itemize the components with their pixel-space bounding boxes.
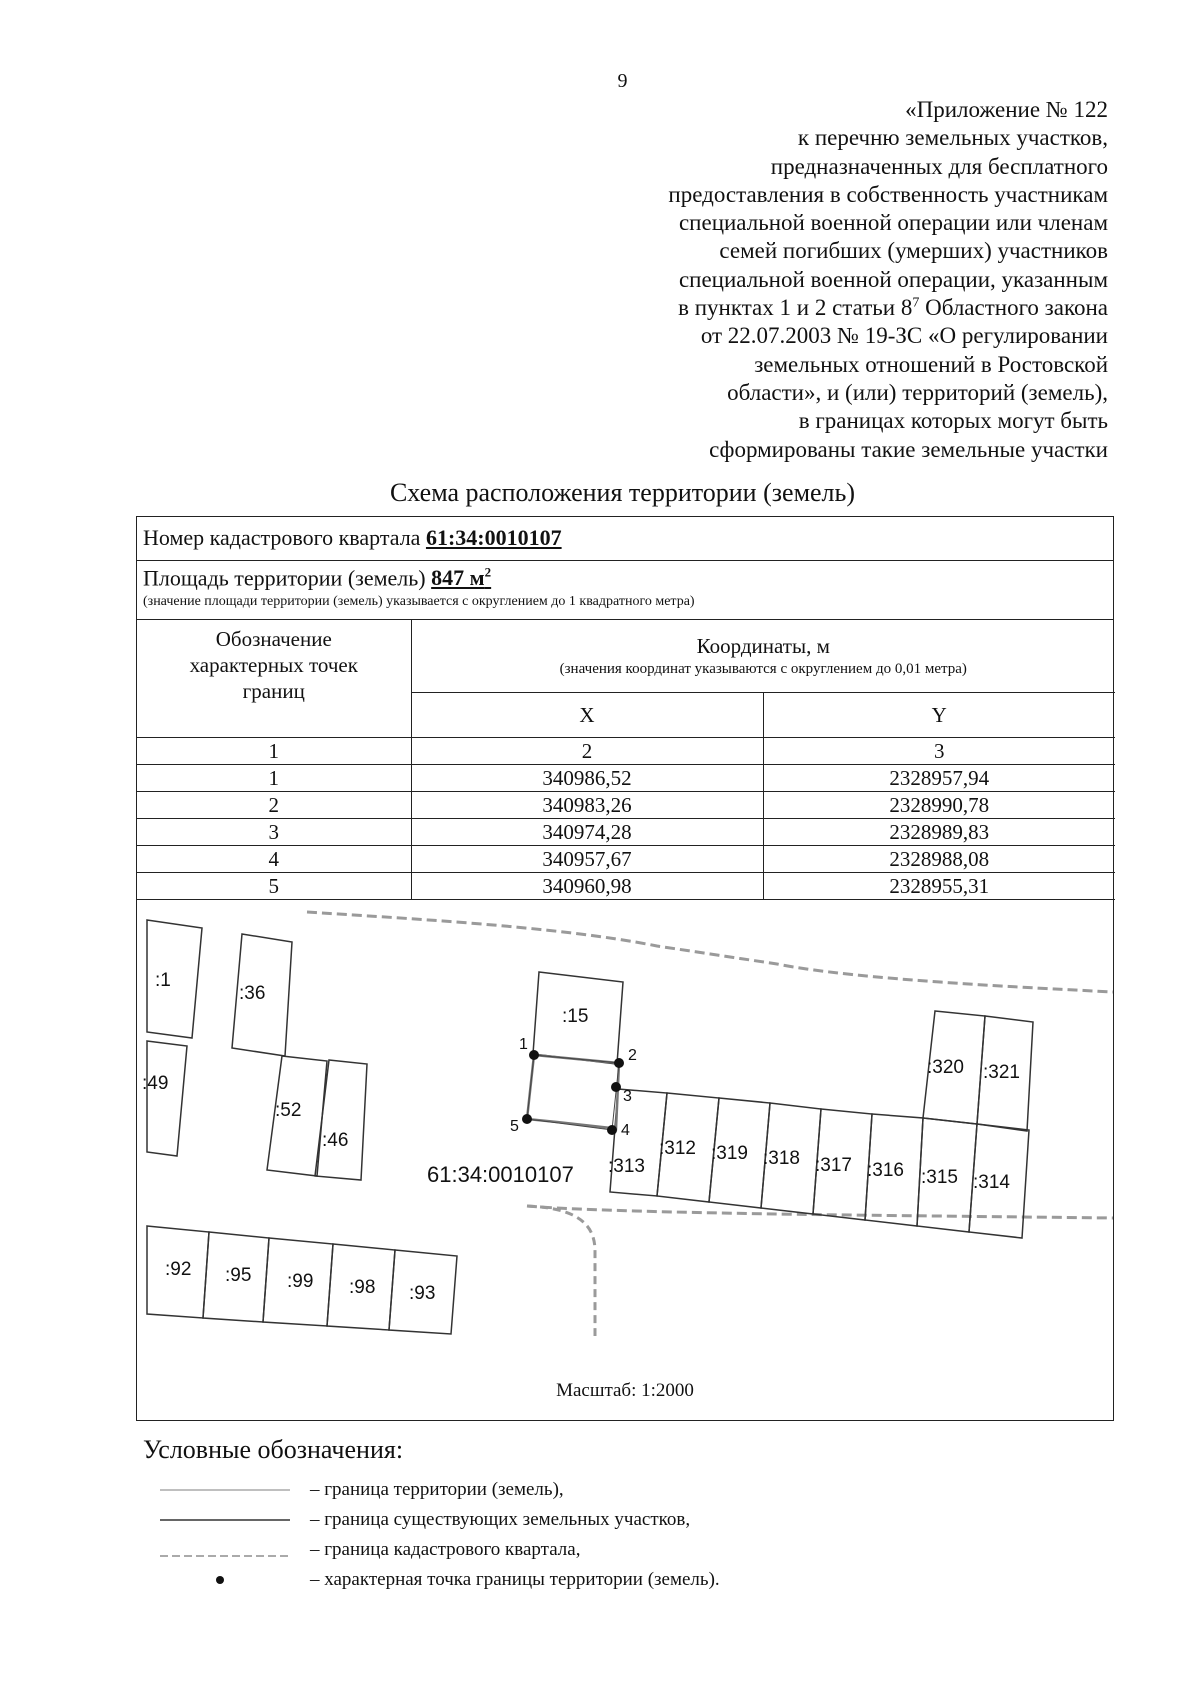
x-header: X: [411, 692, 763, 737]
point-cell: 4: [137, 845, 411, 872]
table-row: [137, 872, 1115, 899]
quarter-boundary-symbol: [160, 1536, 290, 1564]
table-row: [137, 791, 1115, 818]
page-number: 9: [617, 70, 628, 92]
x-cell: 340974,28: [411, 818, 763, 845]
area-label: Площадь территории (земель): [143, 565, 432, 591]
parcel-label: :314: [973, 1172, 1010, 1193]
legend-item-point: [160, 1566, 1060, 1594]
appendix-line: «Приложение № 122: [905, 97, 1108, 122]
y-header: Y: [763, 692, 1115, 737]
article-text: в пунктах 1 и 2 статьи 8: [678, 295, 913, 321]
scheme-title: Схема расположения территории (земель): [389, 478, 856, 507]
coord-note: (значения координат указываются с округлением до 0,01 метра): [559, 660, 967, 677]
boundary-point-5: [522, 1114, 532, 1124]
area-unit-sup: 2: [484, 565, 492, 580]
quarter-row: [137, 517, 1113, 561]
point-symbol: [160, 1566, 290, 1594]
article-superscript: 7: [912, 295, 920, 311]
legend-text: – граница существующих земельных участков,: [310, 1509, 691, 1530]
area-value: [431, 565, 491, 590]
index-row: [137, 737, 1115, 764]
y-cell: 2328990,78: [763, 791, 1115, 818]
quarter-map-label: 61:34:0010107: [427, 1162, 574, 1187]
point-label: 1: [519, 1036, 528, 1053]
parcel-label: :95: [225, 1265, 252, 1286]
parcel-label: :36: [239, 983, 266, 1004]
parcel-label: :312: [659, 1138, 696, 1159]
legend-text: – характерная точка границы территории (земель).: [310, 1569, 720, 1590]
parcel-label: :320: [927, 1057, 964, 1078]
boundary-point-3: [611, 1082, 621, 1092]
appendix-line: специальной военной операции, указанным: [678, 266, 1108, 292]
appendix-line: от 22.07.2003 № 19-ЗС «О регулировании: [700, 323, 1108, 349]
parcel-label: :15: [562, 1006, 589, 1027]
appendix-header: [548, 96, 1108, 464]
parcel-label: :99: [287, 1271, 314, 1292]
map-scale: Масштаб: 1:2000: [556, 1380, 694, 1401]
law-text: Областного закона: [919, 295, 1108, 321]
legend-title: Условные обозначения:: [143, 1435, 404, 1464]
cadastral-map: [137, 906, 1113, 1420]
boundary-point-4: [607, 1125, 617, 1135]
legend-item-territory: [160, 1476, 1060, 1504]
point-cell: 5: [137, 872, 411, 899]
point-header: Обозначение характерных точек границ: [137, 620, 411, 737]
table-row: [137, 818, 1115, 845]
legend-text: – граница кадастрового квартала,: [310, 1539, 581, 1560]
x-cell: 340957,67: [411, 845, 763, 872]
point-label: 5: [510, 1118, 519, 1135]
quarter-boundary-line: [527, 1206, 1113, 1218]
quarter-boundary-line: [527, 1206, 595, 1336]
point-cell: 1: [137, 764, 411, 791]
territory-boundary-symbol: [160, 1476, 290, 1504]
x-cell: 340960,98: [411, 872, 763, 899]
legend-item-quarter: [160, 1536, 1060, 1564]
x-cell: 340983,26: [411, 791, 763, 818]
parcel-label: :93: [409, 1283, 436, 1304]
territory-boundary-inner: [527, 1055, 619, 1130]
parcel-label: :92: [165, 1259, 192, 1280]
appendix-line: семей погибших (умерших) участников: [719, 238, 1108, 264]
parcel-label: :321: [983, 1062, 1020, 1083]
parcel-label: :49: [142, 1073, 169, 1094]
quarter-boundary-line: [307, 912, 1113, 992]
boundary-point-1: [529, 1050, 539, 1060]
quarter-label: Номер кадастрового квартала: [143, 525, 426, 550]
existing-parcels-right: [533, 972, 1033, 1238]
point-cell: 2: [137, 791, 411, 818]
point-label: 3: [623, 1088, 632, 1105]
appendix-line: предоставления в собственность участникам: [668, 181, 1108, 207]
boundary-point-2: [614, 1058, 624, 1068]
parcel-label: :98: [349, 1277, 376, 1298]
index-cell: 2: [411, 737, 763, 764]
legend-item-parcels: [160, 1506, 1060, 1534]
territory-boundary: [527, 1055, 619, 1129]
coordinates-table-wrap: [137, 620, 1113, 900]
appendix-line: специальной военной операции или членам: [678, 210, 1108, 236]
parcel-label: :315: [921, 1167, 958, 1188]
coord-header: Координаты, м: [696, 633, 830, 658]
parcel-label: :317: [815, 1155, 852, 1176]
scheme-frame: [136, 516, 1114, 1421]
table-row: [137, 845, 1115, 872]
y-cell: 2328989,83: [763, 818, 1115, 845]
index-cell: 3: [763, 737, 1115, 764]
parcel-label: :313: [608, 1156, 645, 1177]
area-note: (значение площади территории (земель) указывается с округлением до 1 квадратного метра): [143, 594, 695, 610]
table-row: [137, 764, 1115, 791]
appendix-line-article: [548, 294, 1108, 322]
point-label: 2: [628, 1047, 637, 1064]
parcel-label: :319: [711, 1143, 748, 1164]
parcel-label: :46: [322, 1130, 349, 1151]
coord-header-cell: [411, 620, 1115, 692]
parcel-49: [147, 1041, 187, 1156]
parcel-label: :52: [275, 1100, 302, 1121]
parcel-label: :316: [867, 1160, 904, 1181]
parcel-boundary-symbol: [160, 1506, 290, 1534]
area-line: [143, 565, 1113, 591]
map-svg: [137, 906, 1113, 1420]
x-cell: 340986,52: [411, 764, 763, 791]
quarter-number: 61:34:0010107: [425, 525, 562, 550]
appendix-line: земельных отношений в Ростовской: [754, 351, 1108, 377]
area-row: [137, 561, 1113, 620]
appendix-line: предназначенных для бесплатного: [770, 153, 1108, 179]
index-cell: 1: [137, 737, 411, 764]
appendix-line: к перечню земельных участков,: [797, 125, 1108, 151]
point-label: 4: [621, 1122, 630, 1139]
point-cell: 3: [137, 818, 411, 845]
parcel-label: :318: [763, 1148, 800, 1169]
coordinates-table: [137, 620, 1115, 900]
y-cell: 2328957,94: [763, 764, 1115, 791]
appendix-line: в границах которых могут быть: [798, 408, 1108, 434]
parcel-label: :1: [155, 970, 171, 991]
parcel-46: [315, 1060, 367, 1180]
area-number: 847 м: [431, 565, 485, 591]
y-cell: 2328955,31: [763, 872, 1115, 899]
y-cell: 2328988,08: [763, 845, 1115, 872]
legend-text: – граница территории (земель),: [310, 1479, 564, 1500]
appendix-line: области», и (или) территорий (земель),: [727, 379, 1108, 405]
appendix-line: сформированы такие земельные участки: [709, 436, 1108, 462]
